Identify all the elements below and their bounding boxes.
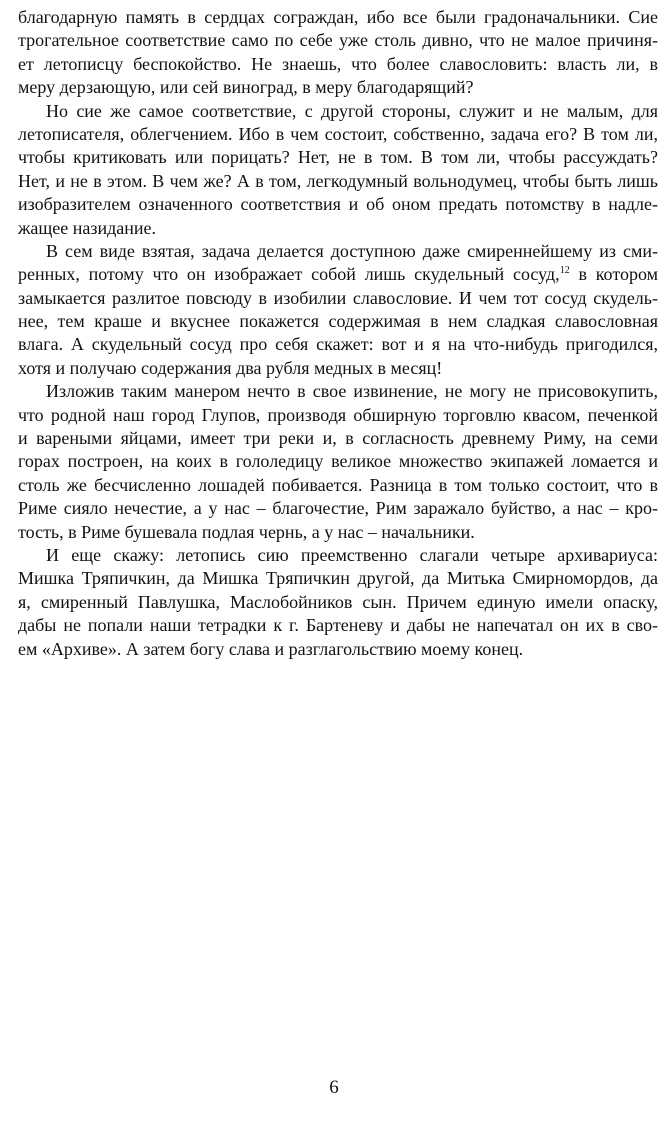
footnote-marker: 12	[559, 265, 570, 277]
text-line: меру дерзающую, или сей виноград, в меру благодарящий?	[18, 77, 474, 98]
text-line: чтобы критиковать или порицать? Нет, не в том. В том ли, чтобы рассуждать?	[18, 147, 658, 168]
text-line: изобразителем означенного соответствия и об оном предать потомству в надле-	[18, 194, 658, 215]
paragraph-5	[18, 544, 658, 661]
text-line: влага. А скудельный сосуд про себя скажет: вот и я на что-нибудь пригодился,	[18, 334, 658, 355]
text-line: летописателя, облегчением. Ибо в чем состоит, собственно, задача его? В том ли,	[18, 123, 658, 144]
text-line: Риме сияло нечестие, а у нас – благочестие, Рим заражало буйство, а нас – кро-	[18, 498, 658, 519]
paragraph-2	[18, 100, 658, 240]
paragraph-1	[18, 6, 658, 100]
text-line: В сем виде взятая, задача делается доступною даже смиреннейшему из сми-	[46, 240, 658, 261]
page-text	[18, 6, 658, 661]
text-line: дабы не попали наши тетрадки к г. Бартеневу и дабы не напечатал он их в сво-	[18, 615, 658, 636]
text-line: Но сие же самое соответствие, с другой стороны, служит и не малым, для	[46, 100, 658, 121]
paragraph-3	[18, 240, 658, 380]
text-segment: в котором	[569, 264, 658, 285]
text-line: замыкается разлитое повсюду в изобилии славословие. И чем тот сосуд скудель-	[18, 287, 658, 308]
text-line: благодарную память в сердцах сограждан, ибо все были градоначальники. Сие	[18, 7, 658, 27]
text-line: И еще скажу: летопись сию преемственно слагали четыре архивариуса:	[46, 544, 658, 565]
text-line	[18, 263, 658, 286]
text-line: Нет, и не в этом. В чем же? А в том, легкодумный вольнодумец, чтобы быть лишь	[18, 170, 658, 191]
page-number: 6	[329, 1077, 339, 1098]
text-line: ем «Архиве». А затем богу слава и разглагольствию моему конец.	[18, 638, 524, 659]
text-line: горах построен, на коих в гололедицу великое множество экипажей ломается и	[18, 451, 658, 472]
text-line: столь же бесчисленно лошадей побивается. Разница в том только состоит, что в	[18, 474, 658, 495]
text-line: тость, в Риме бушевала подлая чернь, а у нас – начальники.	[18, 521, 475, 542]
text-line: Мишка Тряпичкин, да Мишка Тряпичкин другой, да Митька Смирномордов, да	[18, 568, 658, 589]
text-line: ет летописцу беспокойство. Не знаешь, что более славословить: власть ли, в	[18, 53, 658, 74]
text-line: Изложив таким манером нечто в свое извинение, не могу не присовокупить,	[46, 381, 658, 402]
text-line: жащее назидание.	[18, 217, 157, 238]
text-line: что родной наш город Глупов, производя обширную торговлю квасом, печенкой	[18, 404, 658, 425]
text-line: нее, тем краше и вкуснее покажется содержимая в нем сладкая славословная	[18, 311, 658, 332]
text-line: я, смиренный Павлушка, Маслобойников сын. Причем единую имели опаску,	[18, 591, 658, 612]
paragraph-4	[18, 380, 658, 544]
text-line: трогательное соответствие само по себе уже столь дивно, что не малое причиня-	[18, 30, 658, 51]
text-line: и вареными яйцами, имеет три реки и, в согласность древнему Риму, на семи	[18, 428, 658, 449]
text-line: хотя и получаю содержания два рубля медных в месяц!	[18, 357, 443, 378]
text-segment: ренных, потому что он изображает собой лишь скудельный сосуд,	[18, 264, 560, 285]
